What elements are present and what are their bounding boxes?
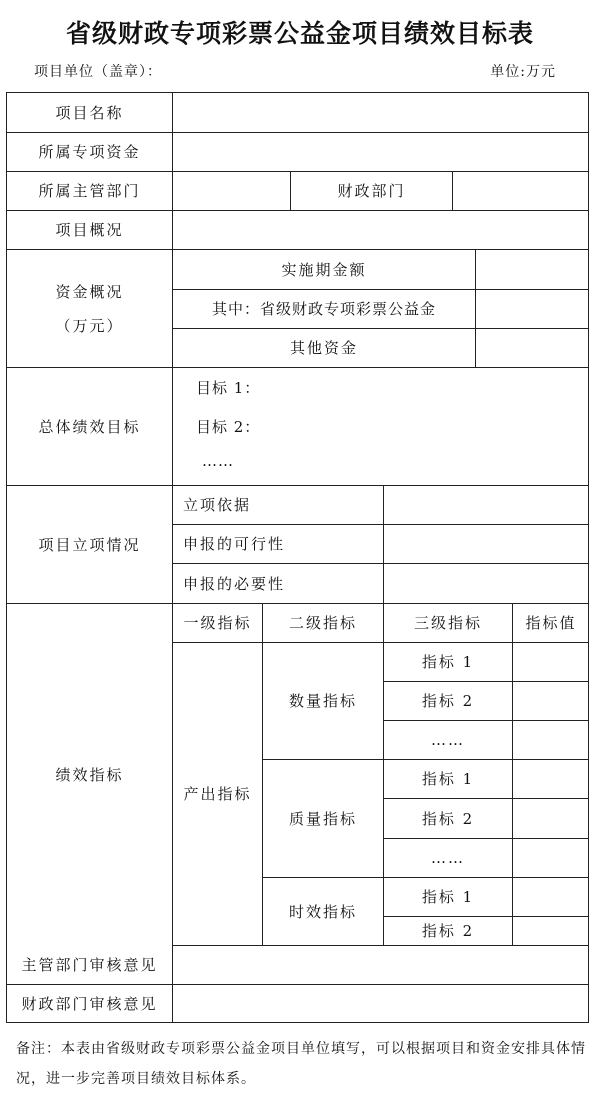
main-dept-review-label: 主管部门审核意见 xyxy=(6,945,172,984)
special-fund-label: 所属专项资金 xyxy=(6,132,172,171)
main-dept-label: 所属主管部门 xyxy=(6,171,172,210)
establish-row-value[interactable] xyxy=(383,563,589,603)
header-level1: 一级指标 xyxy=(172,603,262,642)
establish-row-value[interactable] xyxy=(383,485,589,524)
indicator-value-field[interactable] xyxy=(512,877,589,916)
level3-item: 指标 1 xyxy=(383,642,512,681)
level2-quality: 质量指标 xyxy=(262,759,383,877)
project-name-field[interactable] xyxy=(172,92,589,132)
header-level2: 二级指标 xyxy=(262,603,383,642)
special-fund-field[interactable] xyxy=(172,132,589,171)
fund-row-label: 其中：省级财政专项彩票公益金 xyxy=(172,289,475,328)
indicator-value-field[interactable] xyxy=(512,838,589,877)
main-dept-review-field[interactable] xyxy=(172,945,589,984)
main-dept-field[interactable] xyxy=(172,171,290,210)
finance-dept-label: 财政部门 xyxy=(290,171,452,210)
level3-item: 指标 2 xyxy=(383,798,512,838)
fund-row-label: 实施期金额 xyxy=(172,249,475,289)
project-overview-field[interactable] xyxy=(172,210,589,249)
level3-item: 指标 2 xyxy=(383,916,512,945)
overall-goal-label: 总体绩效目标 xyxy=(6,367,172,485)
indicator-value-field[interactable] xyxy=(512,642,589,681)
goal-item: 目标 1： xyxy=(196,379,261,397)
indicator-value-field[interactable] xyxy=(512,681,589,720)
establish-row-label: 申报的必要性 xyxy=(172,563,383,603)
finance-dept-review-label: 财政部门审核意见 xyxy=(6,984,172,1023)
fund-row-value[interactable] xyxy=(475,249,589,289)
fund-row-value[interactable] xyxy=(475,289,589,328)
level3-item: 指标 2 xyxy=(383,681,512,720)
fund-overview-unit: （万元） xyxy=(55,316,124,335)
currency-unit-label: 单位:万元 xyxy=(490,64,556,80)
establish-row-value[interactable] xyxy=(383,524,589,563)
fund-row-value[interactable] xyxy=(475,328,589,367)
footnote: 备注：本表由省级财政专项彩票公益金项目单位填写，可以根据项目和资金安排具体情况，进一步完善项目绩效目标体系。 xyxy=(16,1041,586,1087)
fund-row-label: 其他资金 xyxy=(172,328,475,367)
goal-item: 目标 2： xyxy=(196,418,261,436)
indicator-value-field[interactable] xyxy=(512,759,589,798)
fund-overview-title: 资金概况 xyxy=(55,282,124,301)
fund-overview-label xyxy=(6,249,172,367)
level3-item: 指标 1 xyxy=(383,759,512,798)
finance-dept-review-field[interactable] xyxy=(172,984,589,1023)
level1-output: 产出指标 xyxy=(172,642,262,945)
level3-item: …… xyxy=(383,838,512,877)
level3-item: 指标 1 xyxy=(383,877,512,916)
level3-item: …… xyxy=(383,720,512,759)
project-name-label: 项目名称 xyxy=(6,92,172,132)
establish-row-label: 申报的可行性 xyxy=(172,524,383,563)
header-value: 指标值 xyxy=(512,603,589,642)
goal-item: …… xyxy=(202,452,234,470)
perf-indicators-label: 绩效指标 xyxy=(6,603,172,945)
indicator-value-field[interactable] xyxy=(512,916,589,945)
project-overview-label: 项目概况 xyxy=(6,210,172,249)
establish-row-label: 立项依据 xyxy=(172,485,383,524)
page-title: 省级财政专项彩票公益金项目绩效目标表 xyxy=(65,19,534,48)
header-level3: 三级指标 xyxy=(383,603,512,642)
indicator-value-field[interactable] xyxy=(512,798,589,838)
indicator-value-field[interactable] xyxy=(512,720,589,759)
level2-quantity: 数量指标 xyxy=(262,642,383,759)
establish-label: 项目立项情况 xyxy=(6,485,172,603)
project-unit-label: 项目单位（盖章）： xyxy=(34,64,162,80)
finance-dept-field[interactable] xyxy=(452,171,589,210)
level2-timeliness: 时效指标 xyxy=(262,877,383,945)
